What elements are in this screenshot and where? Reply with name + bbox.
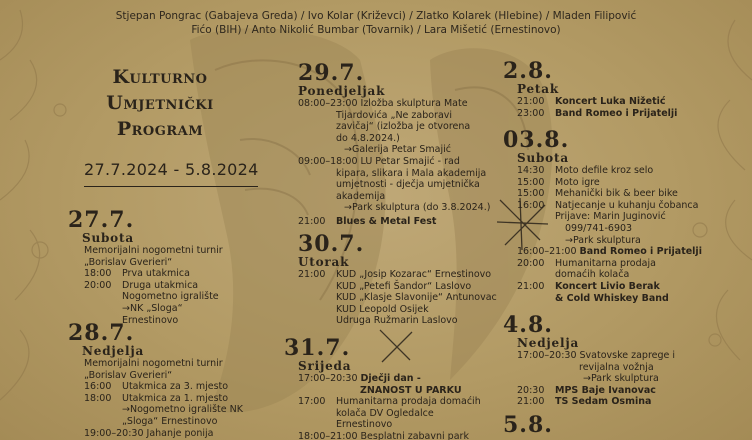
- event-text: Mehanički bik & beer bike: [555, 188, 678, 200]
- event-text: Natjecanje u kuhanju čobanca: [555, 199, 699, 211]
- event-time: [84, 291, 122, 303]
- event-row: [298, 281, 498, 293]
- event-row: [84, 381, 248, 393]
- event-time: 18:00: [84, 392, 112, 404]
- event-text: KUD „Josip Kozarac“ Ernestinovo: [336, 269, 492, 280]
- event-row: [84, 280, 238, 292]
- event-intro: Memorijalni nogometni turnir: [84, 358, 223, 369]
- event-time: 14:30: [517, 165, 545, 176]
- day-block-27-7: [68, 209, 238, 326]
- day-name: Subota: [82, 231, 134, 245]
- day-name: Nedjelja: [517, 336, 580, 350]
- day-block-31-7: [284, 337, 498, 440]
- event-row: [298, 98, 498, 110]
- event-row: [298, 191, 498, 203]
- event-text: do 4.8.2024.): [336, 132, 400, 144]
- event-text: Koncert Luka Nižetić: [555, 96, 666, 107]
- event-time: [298, 292, 336, 304]
- event-text: ZNANOST U PARKU: [360, 384, 462, 396]
- event-row: [517, 177, 703, 189]
- event-text: Druga utakmica: [122, 279, 199, 291]
- event-row: [298, 292, 498, 304]
- event-time: 17:00–20:30: [517, 350, 577, 361]
- event-row: [298, 373, 498, 385]
- event-time: 21:00: [517, 280, 545, 292]
- event-row: [517, 96, 693, 108]
- event-time: 17:00–20:30: [298, 373, 358, 384]
- event-time: [298, 315, 336, 327]
- event-time: [298, 304, 336, 316]
- event-text: →Galerija Petar Smajić: [344, 144, 451, 156]
- event-time: 08:00–23:00: [298, 98, 358, 109]
- event-text: →Park skulptura: [565, 234, 641, 246]
- event-row: [517, 385, 703, 397]
- event-time: 23:00: [517, 107, 545, 119]
- event-row: [298, 168, 498, 180]
- event-row: [298, 431, 498, 440]
- event-row: [84, 393, 248, 405]
- event-row: [298, 304, 498, 316]
- event-text: Dječji dan -: [360, 373, 421, 384]
- event-text: Prijave: Marin Juginović: [555, 211, 666, 223]
- event-time: 18:00: [84, 268, 112, 280]
- event-row: [298, 419, 498, 431]
- event-text: KUD „Klasje Slavonije“ Antunovac: [336, 292, 497, 304]
- event-row: [298, 133, 498, 145]
- event-text: kolača DV Ogledalce: [336, 407, 434, 419]
- event-time: 19:00–20:30: [84, 427, 144, 439]
- day-date: 31.7.: [284, 335, 351, 361]
- event-row: [298, 110, 498, 122]
- event-row: [517, 246, 703, 258]
- event-time: 21:00: [298, 269, 326, 280]
- day-date: 28.7.: [68, 320, 135, 346]
- event-row: [298, 396, 498, 408]
- event-time: 20:00: [517, 257, 545, 269]
- event-time: 20:30: [517, 384, 545, 396]
- event-time: 21:00: [298, 215, 326, 227]
- event-row: [84, 268, 238, 280]
- event-time: [84, 404, 122, 416]
- event-row: [517, 223, 703, 235]
- artists-line-2: Fićo (BIH) / Anto Nikolić Bumbar (Tovarnik) / Lara Mišetić (Ernestinovo): [191, 24, 561, 36]
- event-intro: Memorijalni nogometni turnir: [84, 245, 223, 256]
- event-row: [298, 144, 498, 156]
- event-text: →NK „Sloga“ Ernestinovo: [122, 302, 183, 326]
- event-row: [517, 108, 693, 120]
- event-row: [517, 165, 703, 177]
- event-intro: „Borislav Gverieri“: [84, 256, 173, 268]
- event-time: [298, 281, 336, 293]
- date-range-divider: [84, 186, 258, 187]
- day-date: 2.8.: [503, 58, 553, 84]
- day-date: 03.8.: [503, 127, 570, 153]
- program-title-line-2: Umjetnički: [106, 92, 214, 114]
- day-name: Ponedjeljak: [298, 84, 386, 98]
- event-row: [517, 373, 703, 385]
- event-text: Tijardovića „Ne zaboravi: [336, 109, 453, 121]
- event-row: [84, 291, 238, 303]
- event-row: [517, 362, 703, 374]
- event-text: Utakmica za 1. mjesto: [122, 392, 229, 404]
- event-time: 18:00–21:00: [298, 430, 358, 440]
- event-row: [517, 350, 703, 362]
- event-text: Nogometno igralište: [122, 291, 219, 303]
- day-block-2-8: [503, 60, 693, 119]
- event-text: umjetnosti - dječja umjetnička: [336, 179, 480, 191]
- event-text: LU Petar Smajić - rad: [360, 155, 460, 167]
- day-date: 27.7.: [68, 207, 135, 233]
- day-block-28-7: [68, 322, 248, 439]
- event-time: 15:00: [517, 176, 545, 188]
- event-row: [517, 396, 703, 408]
- event-text: →Nogometno igralište NK: [122, 404, 243, 416]
- event-row: [517, 211, 703, 223]
- event-text: zavičaj“ (izložba je otvorena: [336, 121, 471, 133]
- day-name: Subota: [517, 151, 569, 165]
- day-block-30-7: [284, 233, 498, 327]
- event-row: [84, 416, 248, 428]
- event-text: Prva utakmica: [122, 268, 190, 280]
- event-row: [298, 269, 498, 281]
- event-text: Humanitarna prodaja: [555, 257, 656, 269]
- day-name: Nedjelja: [82, 344, 145, 358]
- event-text: Ernestinovo: [336, 419, 393, 431]
- event-text: & Cold Whiskey Band: [555, 292, 669, 304]
- event-time: [84, 416, 122, 428]
- event-text: KUD Leopold Osijek: [336, 303, 429, 315]
- event-text: Udruga Ružmarin Laslovo: [336, 315, 458, 327]
- event-text: „Sloga“ Ernestinovo: [122, 415, 218, 427]
- event-text: Svatovske zaprege i: [579, 350, 676, 361]
- date-range: 27.7.2024 - 5.8.2024: [84, 160, 259, 179]
- event-intro: „Borislav Gverieri“: [84, 369, 173, 381]
- program-title-line-3: Program: [116, 118, 204, 140]
- event-text: MPS Baje Ivanovac: [555, 384, 656, 396]
- event-text: Band Romeo i Prijatelji: [555, 107, 678, 119]
- event-text: Izložba skulptura Mate: [360, 98, 468, 109]
- event-time: 15:00: [517, 188, 545, 200]
- event-row: [517, 258, 703, 270]
- event-row: [298, 121, 498, 133]
- event-text: Jahanje ponija: [146, 427, 214, 439]
- event-text: Blues & Metal Fest: [336, 215, 437, 227]
- event-row: [517, 188, 703, 200]
- event-row: [298, 179, 498, 191]
- event-text: 099/741-6903: [565, 222, 633, 234]
- event-row: [298, 315, 498, 327]
- event-time: 20:00: [84, 279, 112, 291]
- event-text: →Park skulptura: [583, 373, 659, 385]
- day-name: Utorak: [298, 255, 350, 269]
- event-time: 17:00: [298, 396, 326, 408]
- event-row: [84, 428, 248, 440]
- event-text: Band Romeo i Prijatelji: [579, 246, 702, 258]
- event-row: [517, 200, 703, 212]
- day-date: 30.7.: [298, 231, 365, 257]
- event-row: [298, 385, 498, 397]
- event-text: revijalna vožnja: [579, 361, 654, 373]
- event-row: [84, 404, 248, 416]
- day-block-4-8: [503, 314, 703, 408]
- day-block-3-8: [503, 129, 703, 304]
- event-text: Besplatni zabavni park: [360, 430, 469, 440]
- event-time: 09:00–18:00: [298, 155, 358, 167]
- event-text: →Park skulptura (do 3.8.2024.): [344, 202, 491, 214]
- event-row: [298, 216, 498, 228]
- event-row: [517, 269, 703, 281]
- event-text: domaćih kolača: [555, 269, 630, 281]
- event-time: 16:00: [84, 381, 112, 393]
- day-date: 5.8.: [503, 412, 553, 438]
- event-row: [517, 293, 703, 305]
- event-row: [298, 156, 498, 168]
- event-row: [517, 281, 703, 293]
- event-time: 21:00: [517, 96, 545, 107]
- event-text: Koncert Livio Berak: [555, 280, 660, 292]
- day-name: Srijeda: [298, 359, 352, 373]
- artists-list: [0, 9, 752, 37]
- event-time: 16:00: [517, 199, 545, 211]
- artists-line-1: Stjepan Pongrac (Gabajeva Greda) / Ivo Kolar (Križevci) / Zlatko Kolarek (Hlebine) / Mladen Filipović: [115, 10, 637, 22]
- day-date: 29.7.: [298, 60, 365, 86]
- event-row: [298, 202, 498, 214]
- event-text: TS Sedam Osmina: [555, 396, 652, 408]
- event-time: 21:00: [517, 396, 545, 408]
- event-time: 16:00–21:00: [517, 246, 577, 258]
- day-name: Petak: [517, 82, 559, 96]
- event-text: Utakmica za 3. mjesto: [122, 381, 229, 393]
- event-text: Moto igre: [555, 176, 600, 188]
- event-row: [298, 408, 498, 420]
- event-text: kipara, slikara i Mala akademija: [336, 167, 487, 179]
- day-block-5-8: [503, 414, 623, 436]
- event-text: Moto defile kroz selo: [555, 165, 654, 176]
- day-block-29-7: [284, 62, 498, 228]
- event-text: akademija: [336, 190, 386, 202]
- program-title: [80, 64, 240, 142]
- day-date: 4.8.: [503, 312, 553, 338]
- event-text: Humanitarna prodaja domaćih: [336, 396, 481, 408]
- program-title-line-1: Kulturno: [112, 66, 208, 88]
- event-row: [517, 235, 703, 247]
- event-text: KUD „Petefi Šandor“ Laslovo: [336, 280, 472, 292]
